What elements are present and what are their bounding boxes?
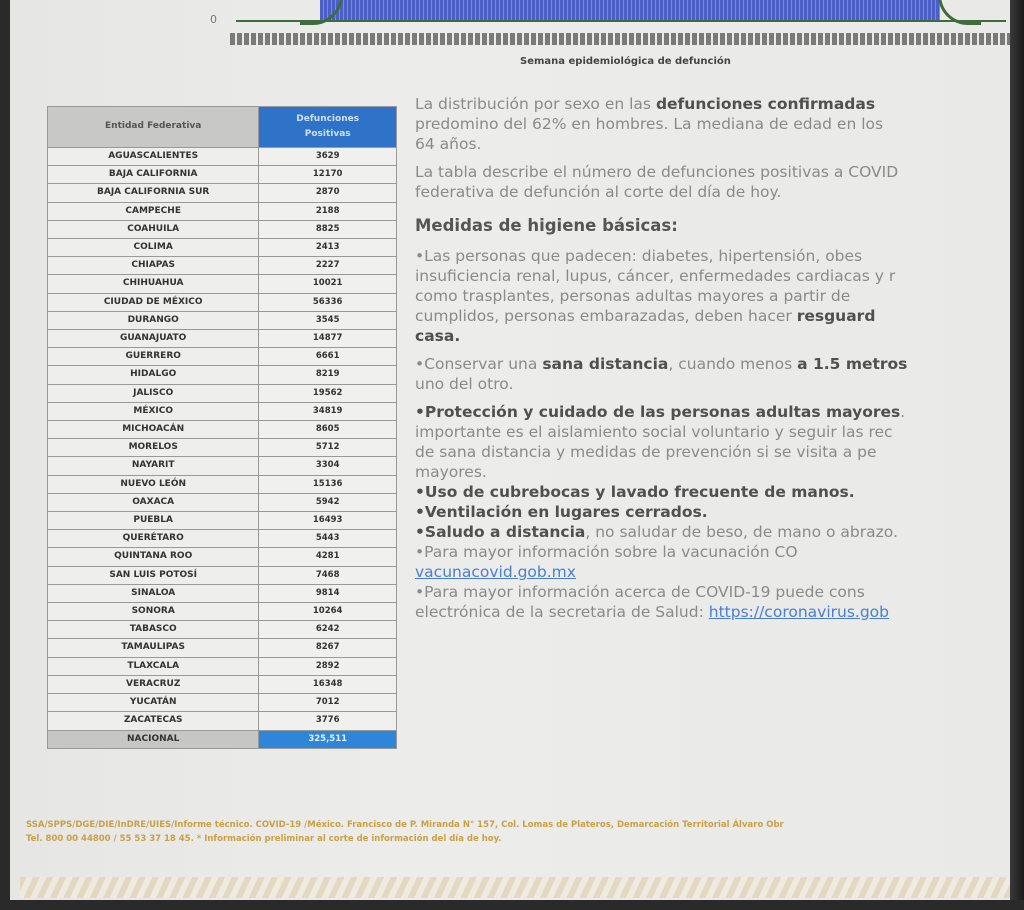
footer-citation xyxy=(26,818,784,846)
text-run: . xyxy=(900,403,906,421)
chart-bars-area xyxy=(320,0,940,22)
text-line: 64 años. xyxy=(415,135,482,153)
entity-cell: COAHUILA xyxy=(48,220,259,238)
table-row xyxy=(48,457,397,475)
entity-cell: GUERRERO xyxy=(48,348,259,366)
text-line: como trasplantes, personas adultas mayores a partir de xyxy=(415,287,851,305)
table-total-row xyxy=(48,730,397,748)
value-cell: 2892 xyxy=(259,657,397,675)
table-row xyxy=(48,239,397,257)
header-deaths xyxy=(259,107,397,148)
value-cell: 16493 xyxy=(259,512,397,530)
text-bold: resguard xyxy=(796,307,876,325)
entity-cell: CHIHUAHUA xyxy=(48,275,259,293)
value-cell: 3304 xyxy=(259,457,397,475)
value-cell: 3545 xyxy=(259,311,397,329)
entity-cell: HIDALGO xyxy=(48,366,259,384)
paragraph-sex-distribution xyxy=(415,94,1010,114)
text-bold: sana distancia xyxy=(542,355,669,373)
entity-cell: DURANGO xyxy=(48,311,259,329)
entity-cell: BAJA CALIFORNIA SUR xyxy=(48,184,259,202)
text-run: electrónica de la secretaria de Salud: xyxy=(415,603,709,621)
value-cell: 6242 xyxy=(259,621,397,639)
bullet-masks: •Uso de cubrebocas y lavado frecuente de manos. xyxy=(415,483,855,501)
value-cell: 8267 xyxy=(259,639,397,657)
value-cell: 4281 xyxy=(259,548,397,566)
table-row xyxy=(48,530,397,548)
header-entity: Entidad Federativa xyxy=(48,107,259,148)
entity-cell: ZACATECAS xyxy=(48,712,259,730)
value-cell: 3776 xyxy=(259,712,397,730)
value-cell: 2870 xyxy=(259,184,397,202)
value-cell: 2413 xyxy=(259,239,397,257)
text-line: mayores. xyxy=(415,463,487,481)
total-label-cell: NACIONAL xyxy=(48,730,259,748)
text-line xyxy=(415,562,1010,582)
entity-cell: OAXACA xyxy=(48,493,259,511)
table-row xyxy=(48,402,397,420)
value-cell: 6661 xyxy=(259,348,397,366)
value-cell: 7468 xyxy=(259,566,397,584)
value-cell: 5712 xyxy=(259,439,397,457)
entity-cell: CAMPECHE xyxy=(48,202,259,220)
table-row xyxy=(48,366,397,384)
text-run: , cuando menos xyxy=(668,355,798,373)
table-row xyxy=(48,184,397,202)
text-run: cumplidos, personas embarazadas, deben hacer xyxy=(415,307,797,325)
value-cell: 8219 xyxy=(259,366,397,384)
text-line: de sana distancia y medidas de prevención si se visita a pe xyxy=(415,443,877,461)
entity-cell: YUCATÁN xyxy=(48,694,259,712)
entity-cell: MÉXICO xyxy=(48,402,259,420)
header-deaths-line2: Positivas xyxy=(304,129,351,139)
photo-right-edge xyxy=(1010,0,1024,910)
entity-cell: MICHOACÁN xyxy=(48,421,259,439)
bullet-ventilation: •Ventilación en lugares cerrados. xyxy=(415,503,708,521)
text-bold: •Saludo a distancia xyxy=(415,523,586,541)
text-line: federativa de defunción al corte del día de hoy. xyxy=(415,183,782,201)
text-bold: defunciones confirmadas xyxy=(655,95,876,113)
bullet-risk-groups: •Las personas que padecen: diabetes, hipertensión, obes xyxy=(415,247,863,265)
entity-cell: JALISCO xyxy=(48,384,259,402)
value-cell: 5443 xyxy=(259,530,397,548)
table-row xyxy=(48,202,397,220)
table-row xyxy=(48,512,397,530)
paragraph-table-description: La tabla describe el número de defunciones positivas a COVID xyxy=(415,163,899,181)
value-cell: 3629 xyxy=(259,148,397,166)
value-cell: 19562 xyxy=(259,384,397,402)
entity-cell: NUEVO LEÓN xyxy=(48,475,259,493)
text-line: predomino del 62% en hombres. La mediana de edad en los xyxy=(415,115,884,133)
table-row xyxy=(48,220,397,238)
table-row xyxy=(48,475,397,493)
value-cell: 34819 xyxy=(259,402,397,420)
table-row xyxy=(48,603,397,621)
table-row xyxy=(48,584,397,602)
table-row xyxy=(48,384,397,402)
footer-line-1: SSA/SPPS/DGE/DIE/InDRE/UIES/Informe técnico. COVID-19 /México. Francisco de P. Miranda N° 157, Col. Lomas de Plateros, Demarcación Territorial Álvaro Obr xyxy=(26,820,784,830)
document-page xyxy=(10,0,1010,900)
table-row xyxy=(48,493,397,511)
entity-cell: VERACRUZ xyxy=(48,675,259,693)
header-deaths-line1: Defunciones xyxy=(296,114,360,124)
x-axis-tick-labels xyxy=(230,33,1010,45)
photo-left-edge xyxy=(0,0,10,910)
table-row xyxy=(48,621,397,639)
value-cell: 8605 xyxy=(259,421,397,439)
entity-cell: PUEBLA xyxy=(48,512,259,530)
table-row xyxy=(48,639,397,657)
entity-cell: QUERÉTARO xyxy=(48,530,259,548)
epidemic-curve-chart xyxy=(200,0,1010,75)
entity-cell: COLIMA xyxy=(48,239,259,257)
table-row xyxy=(48,311,397,329)
bullet-elderly xyxy=(415,402,1010,422)
text-line xyxy=(415,602,1010,622)
table-row xyxy=(48,348,397,366)
entity-cell: BAJA CALIFORNIA xyxy=(48,166,259,184)
table-header-row xyxy=(48,107,397,148)
table-row xyxy=(48,166,397,184)
photo-bottom-edge xyxy=(0,900,1024,910)
entity-cell: CHIAPAS xyxy=(48,257,259,275)
table-row xyxy=(48,657,397,675)
table-row xyxy=(48,330,397,348)
table-row xyxy=(48,275,397,293)
bullet-vaccination-info: •Para mayor información sobre la vacunación CO xyxy=(415,543,798,561)
entity-cell: CIUDAD DE MÉXICO xyxy=(48,293,259,311)
entity-cell: TABASCO xyxy=(48,621,259,639)
entity-cell: TAMAULIPAS xyxy=(48,639,259,657)
table-row xyxy=(48,548,397,566)
entity-cell: SONORA xyxy=(48,603,259,621)
bullet-greeting xyxy=(415,522,1010,542)
x-axis-title: Semana epidemiológica de defunción xyxy=(520,56,731,67)
total-value-cell: 325,511 xyxy=(259,730,397,748)
text-line: importante es el aislamiento social voluntario y seguir las rec xyxy=(415,423,893,441)
entity-cell: AGUASCALIENTES xyxy=(48,148,259,166)
entity-cell: QUINTANA ROO xyxy=(48,548,259,566)
entity-cell: MORELOS xyxy=(48,439,259,457)
value-cell: 9814 xyxy=(259,584,397,602)
report-text xyxy=(415,94,1010,622)
text-bold: a 1.5 metros xyxy=(797,355,908,373)
y-axis-zero-label: 0 xyxy=(210,13,217,26)
table-row xyxy=(48,694,397,712)
value-cell: 10264 xyxy=(259,603,397,621)
table-row xyxy=(48,293,397,311)
text-line: insuficiencia renal, lupus, cáncer, enfermedades cardiacas y r xyxy=(415,267,896,285)
table-row xyxy=(48,712,397,730)
bullet-distance xyxy=(415,354,1010,374)
value-cell: 2188 xyxy=(259,202,397,220)
table-row xyxy=(48,566,397,584)
table-row xyxy=(48,148,397,166)
value-cell: 5942 xyxy=(259,493,397,511)
text-run: •Conservar una xyxy=(415,355,543,373)
value-cell: 7012 xyxy=(259,694,397,712)
entity-cell: SINALOA xyxy=(48,584,259,602)
value-cell: 8825 xyxy=(259,220,397,238)
decorative-pattern-band xyxy=(20,877,1010,898)
entity-cell: SAN LUIS POTOSÍ xyxy=(48,566,259,584)
text-line xyxy=(415,326,1010,346)
entity-cell: TLAXCALA xyxy=(48,657,259,675)
text-bold: casa. xyxy=(415,327,461,345)
value-cell: 2227 xyxy=(259,257,397,275)
text-line: uno del otro. xyxy=(415,375,514,393)
text-bold: •Protección y cuidado de las personas adultas mayores xyxy=(415,403,901,421)
chart-baseline xyxy=(236,20,1006,22)
table-row xyxy=(48,257,397,275)
footer-line-2: Tel. 800 00 44800 / 55 53 37 18 45. * Información preliminar al corte de información del día de hoy. xyxy=(26,834,502,844)
value-cell: 10021 xyxy=(259,275,397,293)
deaths-by-state-table xyxy=(47,106,397,749)
value-cell: 15136 xyxy=(259,475,397,493)
vacunacovid-link[interactable]: vacunacovid.gob.mx xyxy=(415,563,576,581)
value-cell: 14877 xyxy=(259,330,397,348)
entity-cell: NAYARIT xyxy=(48,457,259,475)
text-run: , no saludar de beso, de mano o abrazo. xyxy=(585,523,898,541)
table-row xyxy=(48,421,397,439)
hygiene-heading: Medidas de higiene básicas: xyxy=(415,216,678,235)
bullet-covid-info: •Para mayor información acerca de COVID-19 puede cons xyxy=(415,583,865,601)
table-row xyxy=(48,439,397,457)
value-cell: 56336 xyxy=(259,293,397,311)
text-line xyxy=(415,306,1010,326)
table-row xyxy=(48,675,397,693)
text-run: La distribución por sexo en las xyxy=(415,95,656,113)
value-cell: 12170 xyxy=(259,166,397,184)
coronavirus-gob-link[interactable]: https://coronavirus.gob xyxy=(708,603,889,621)
entity-cell: GUANAJUATO xyxy=(48,330,259,348)
value-cell: 16348 xyxy=(259,675,397,693)
